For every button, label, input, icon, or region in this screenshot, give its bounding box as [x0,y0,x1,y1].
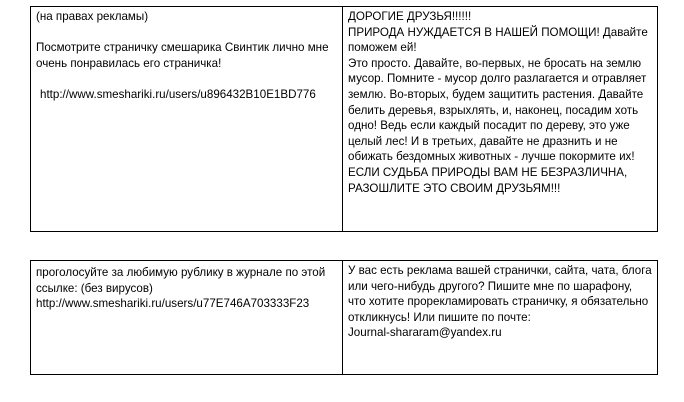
appeal-heading: ДОРОГИЕ ДРУЗЬЯ!!!!!! [348,10,472,23]
top-table [30,6,658,232]
appeal-closing: ЕСЛИ СУДЬБА ПРИРОДЫ ВАМ НЕ БЕЗРАЗЛИЧНА, РАЗОШЛИТЕ ЭТО СВОИМ ДРУЗЬЯМ!!! [348,165,628,195]
spacer [36,25,337,41]
contact-cell [343,261,658,375]
nature-appeal-cell [343,7,658,232]
appeal-body: Это просто. Давайте, во-первых, не бросать на землю мусор. Помните - мусор долго разлагается и отравляет землю. Во-вторых, будем защитить растения. Давайте белить деревья, взрыхлять, и, наконец, посадим хоть одно! Ведь если каждый посадит по дереву, это уже целый лес! И в третьих, давайте не дразнить и не обижать бездомных животных - лучше покормите их! [348,56,647,164]
ad-label: (на правах рекламы) [36,10,149,23]
vote-text: проголосуйте за любимую рублику в журнале по этой ссылке: (без вирусов) [36,266,326,295]
contact-text: У вас есть реклама вашей странички, сайта, чата, блога или чего-нибудь другого? Пишите мне по шарафону, что хотите прорекламировать страничку, я обязательно откликнусь! Или пишите по почте: [348,264,652,324]
vote-link[interactable]: http://www.smeshariki.ru/users/u77E746A703333F23 [36,297,310,311]
ad-cell [31,7,343,232]
ad-text: Посмотрите страничку смешарика Свинтик лично мне очень понравилась его страничка! [36,41,329,70]
bottom-table [30,260,658,375]
spacer [36,71,337,87]
contact-email[interactable]: Journal-shararam@yandex.ru [348,326,502,340]
table-row [31,7,658,232]
appeal-subheading: ПРИРОДА НУЖДАЕТСЯ В НАШЕЙ ПОМОЩИ! Давайте поможем ей! [348,25,648,55]
vote-cell [31,261,343,375]
table-row [31,261,658,375]
ad-link[interactable]: http://www.smeshariki.ru/users/u896432B10E1BD776 [40,87,316,101]
